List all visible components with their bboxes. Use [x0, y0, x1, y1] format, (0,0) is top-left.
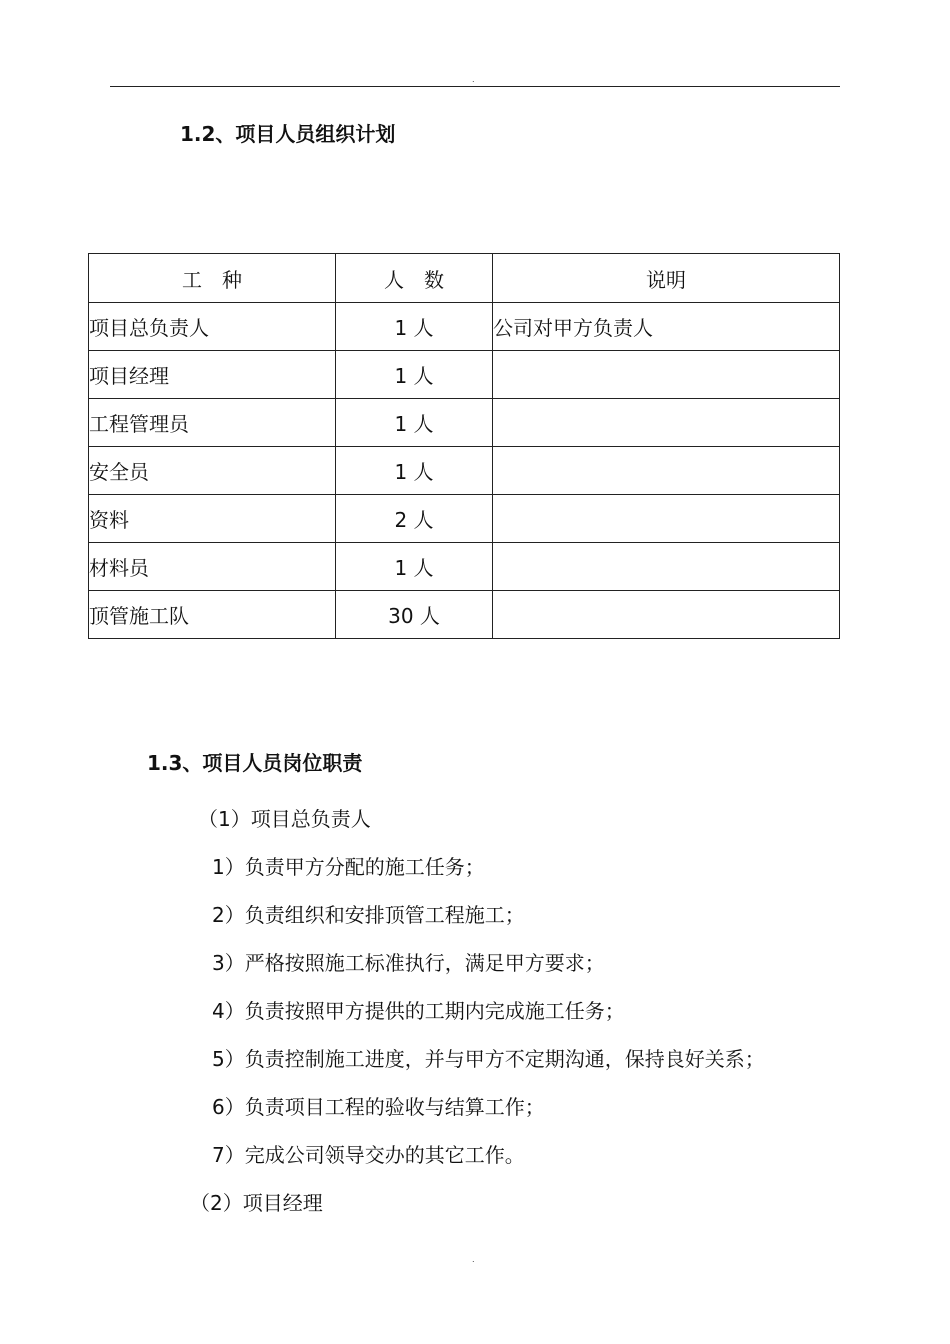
cell-type: 项目总负责人: [89, 303, 336, 351]
subsection-title-project-lead: （1）项目总负责人: [198, 807, 371, 831]
cell-count: 1 人: [336, 303, 493, 351]
table-row: [89, 591, 840, 639]
cell-count: 1 人: [336, 399, 493, 447]
cell-note: [493, 495, 840, 543]
section-heading-1-3: 1.3、项目人员岗位职责: [147, 751, 363, 775]
cell-count: 30 人: [336, 591, 493, 639]
cell-note: [493, 351, 840, 399]
header-mark: .: [472, 75, 475, 84]
cell-type: 材料员: [89, 543, 336, 591]
cell-note: [493, 591, 840, 639]
cell-count: 1 人: [336, 351, 493, 399]
staff-plan-table: [88, 253, 840, 639]
duty-item: 2）负责组织和安排顶管工程施工；: [212, 903, 525, 927]
duty-item: 6）负责项目工程的验收与结算工作；: [212, 1095, 545, 1119]
cell-count: 1 人: [336, 543, 493, 591]
table-row: [89, 351, 840, 399]
duty-item: 7）完成公司领导交办的其它工作。: [212, 1143, 525, 1167]
column-header-type: 工 种: [89, 254, 336, 303]
table-row: [89, 495, 840, 543]
cell-note: 公司对甲方负责人: [493, 303, 840, 351]
duty-item: 5）负责控制施工进度，并与甲方不定期沟通，保持良好关系；: [212, 1047, 765, 1071]
column-header-note: 说明: [493, 254, 840, 303]
cell-type: 项目经理: [89, 351, 336, 399]
table-row: [89, 543, 840, 591]
section-heading-1-2: 1.2、项目人员组织计划: [180, 122, 396, 146]
cell-note: [493, 399, 840, 447]
column-header-count: 人 数: [336, 254, 493, 303]
table-row: [89, 303, 840, 351]
duty-item: 1）负责甲方分配的施工任务；: [212, 855, 485, 879]
cell-note: [493, 447, 840, 495]
cell-count: 2 人: [336, 495, 493, 543]
table-row: [89, 399, 840, 447]
subsection-title-project-manager: （2）项目经理: [190, 1191, 323, 1215]
cell-type: 顶管施工队: [89, 591, 336, 639]
cell-count: 1 人: [336, 447, 493, 495]
cell-type: 工程管理员: [89, 399, 336, 447]
table-row: [89, 447, 840, 495]
duty-item: 4）负责按照甲方提供的工期内完成施工任务；: [212, 999, 625, 1023]
duty-item: 3）严格按照施工标准执行，满足甲方要求；: [212, 951, 605, 975]
footer-mark: .: [472, 1255, 475, 1264]
header-rule: [110, 86, 840, 87]
cell-note: [493, 543, 840, 591]
table-header-row: [89, 254, 840, 303]
cell-type: 安全员: [89, 447, 336, 495]
cell-type: 资料: [89, 495, 336, 543]
